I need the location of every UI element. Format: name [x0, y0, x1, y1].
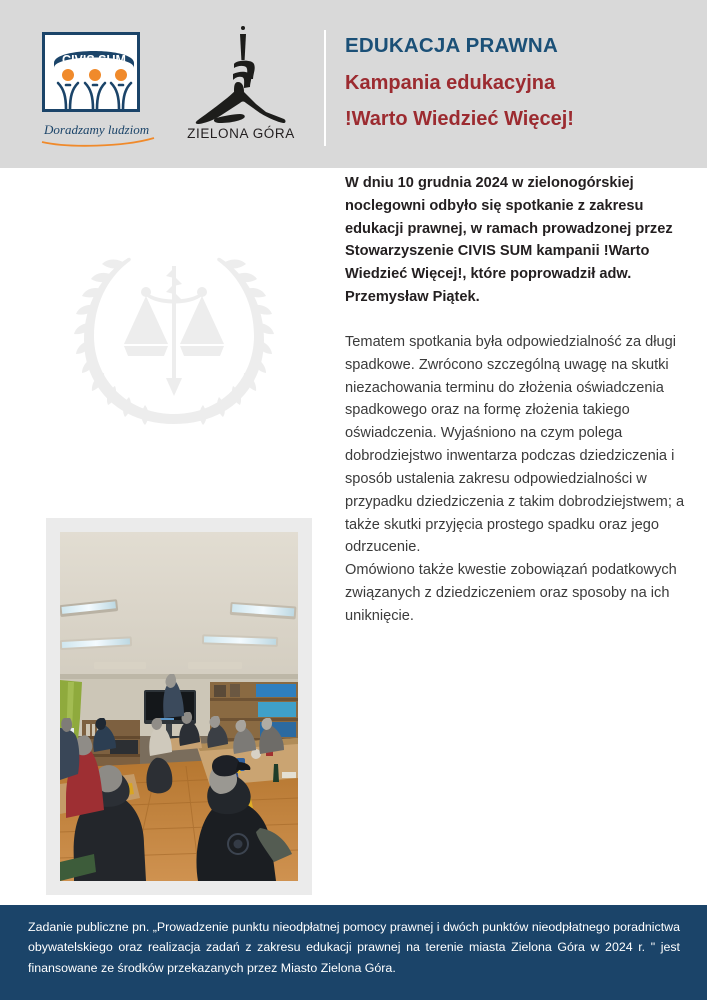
- civis-sum-slogan-text: Doradzamy ludziom: [44, 122, 150, 137]
- header-logo-group: [0, 0, 324, 168]
- header-band: [0, 0, 707, 168]
- meeting-photo-frame: [46, 518, 312, 895]
- scales-of-justice-laurel-icon: [48, 228, 300, 428]
- civis-sum-figures-icon: [53, 67, 135, 111]
- civis-sum-banner-icon: [53, 41, 135, 69]
- article-text-column: [345, 172, 685, 628]
- body-paragraph-2: Omówiono także kwestie zobowiązań podatkowych związanych z dziedziczeniem oraz sposoby na ich uniknięcie.: [345, 562, 677, 624]
- zielona-gora-logo: [182, 24, 300, 152]
- funding-disclaimer: Zadanie publiczne pn. „Prowadzenie punktu nieodpłatnej pomocy prawnej i dwóch punktów nieodpłatnego poradnictwa obywatelskiego oraz realizacja zadań z zakresu edukacji prawnej na terenie miasta Zielona Góra w 2024 r. " jest finansowane ze środków przekazanych przez Miasto Zielona Góra.: [28, 920, 680, 975]
- civis-sum-slogan-icon: [38, 116, 158, 150]
- civis-sum-logo: [38, 32, 158, 152]
- header-divider: [324, 30, 326, 146]
- zielona-gora-tower-icon: [190, 24, 292, 128]
- meeting-photo: [60, 532, 298, 881]
- meeting-photo-illustration: [60, 532, 298, 881]
- footer-band: [0, 905, 707, 1000]
- zielona-gora-logo-label: ZIELONA GÓRA: [187, 126, 295, 141]
- body-paragraph-1: Tematem spotkania była odpowiedzialność za długi spadkowe. Zwrócono szczególną uwagę na skutki niezachowania terminu do złożenia oświadczenia spadkowego oraz na formę złożenia takiego oświadczenia. Wyjaśniono na czym polega dobrodziejstwo inwentarza podczas dziedziczenia i sposób ustalenia zakresu odpowiedzialności w przypadku dziedziczenia z takim dobrodziejstwem; a także skutki przyjęcia prostego spadku oraz jego odrzucenie.: [345, 333, 685, 556]
- poster-title-primary: EDUKACJA PRAWNA: [345, 34, 558, 57]
- poster-title-slogan: !Warto Wiedzieć Więcej!: [345, 107, 574, 130]
- header-title-group: [345, 30, 695, 129]
- poster-title-campaign: Kampania edukacyjna: [345, 71, 556, 94]
- civis-sum-logo-frame: [42, 32, 140, 112]
- svg-text:CIVIS SUM: CIVIS SUM: [62, 53, 126, 67]
- lead-paragraph: W dniu 10 grudnia 2024 w zielonogórskiej noclegowni odbyło się spotkanie z zakresu edukacji prawnej, w ramach prowadzonej przez Stowarzyszenie CIVIS SUM kampanii !Warto Wiedzieć Więcej!, które poprowadził adw. Przemysław Piątek.: [345, 175, 673, 306]
